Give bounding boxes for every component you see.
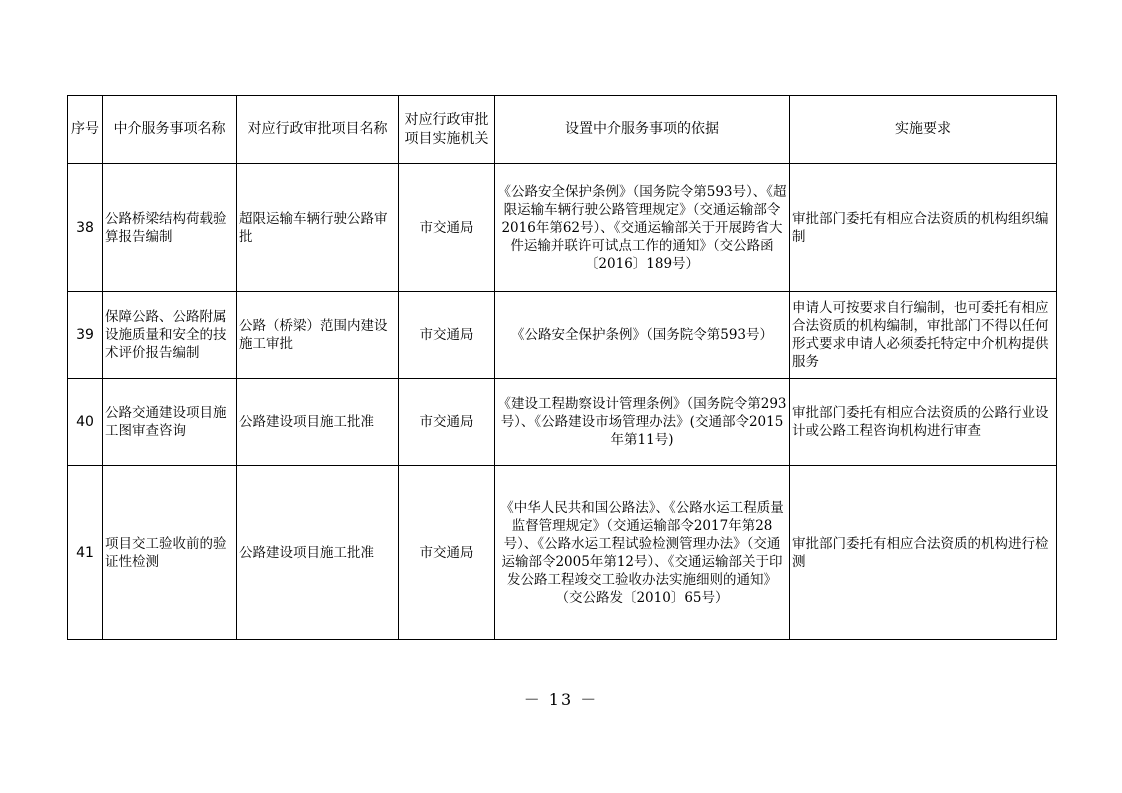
page-number: － 13 － (523, 690, 599, 709)
row-requirement: 审批部门委托有相应合法资质的机构组织编制 (790, 164, 1057, 292)
row-basis: 《建设工程勘察设计管理条例》（国务院令第293号）、《公路建设市场管理办法》(交通部令2015年第11号) (495, 379, 790, 466)
row-basis: 《公路安全保护条例》（国务院令第593号）、《超限运输车辆行驶公路管理规定》（交通运输部令2016年第62号）、《交通运输部关于开展跨省大件运输并联许可试点工作的通知》（交公路函〔2016〕189号） (495, 164, 790, 292)
row-agency: 市交通局 (399, 466, 495, 640)
row-agency: 市交通局 (399, 292, 495, 379)
row-service-name: 公路桥梁结构荷载验算报告编制 (103, 164, 237, 292)
header-basis: 设置中介服务事项的依据 (495, 96, 790, 164)
row-service-name: 项目交工验收前的验证性检测 (103, 466, 237, 640)
row-basis: 《公路安全保护条例》（国务院令第593号） (495, 292, 790, 379)
row-service-name: 保障公路、公路附属设施质量和安全的技术评价报告编制 (103, 292, 237, 379)
row-service-name: 公路交通建设项目施工图审查咨询 (103, 379, 237, 466)
header-seq: 序号 (68, 96, 103, 164)
row-seq: 39 (68, 292, 103, 379)
row-approval-item: 超限运输车辆行驶公路审批 (237, 164, 399, 292)
table-header-row (68, 96, 1057, 164)
table-row (68, 164, 1057, 292)
header-requirement: 实施要求 (790, 96, 1057, 164)
row-agency: 市交通局 (399, 164, 495, 292)
row-approval-item: 公路建设项目施工批准 (237, 466, 399, 640)
row-agency: 市交通局 (399, 379, 495, 466)
table-row (68, 466, 1057, 640)
header-agency: 对应行政审批项目实施机关 (399, 96, 495, 164)
header-service-name: 中介服务事项名称 (103, 96, 237, 164)
row-seq: 38 (68, 164, 103, 292)
intermediary-services-table (67, 95, 1057, 640)
header-approval-item: 对应行政审批项目名称 (237, 96, 399, 164)
row-basis: 《中华人民共和国公路法》、《公路水运工程质量监督管理规定》（交通运输部令2017年第28号）、《公路水运工程试验检测管理办法》（交通运输部令2005年第12号）、《交通运输部关于印发公路工程竣交工验收办法实施细则的通知》（交公路发〔2010〕65号） (495, 466, 790, 640)
row-seq: 41 (68, 466, 103, 640)
row-requirement: 审批部门委托有相应合法资质的机构进行检测 (790, 466, 1057, 640)
row-approval-item: 公路建设项目施工批准 (237, 379, 399, 466)
row-requirement: 审批部门委托有相应合法资质的公路行业设计或公路工程咨询机构进行审查 (790, 379, 1057, 466)
table-row (68, 292, 1057, 379)
table-row (68, 379, 1057, 466)
row-requirement: 申请人可按要求自行编制，也可委托有相应合法资质的机构编制，审批部门不得以任何形式要求申请人必须委托特定中介机构提供服务 (790, 292, 1057, 379)
row-seq: 40 (68, 379, 103, 466)
row-approval-item: 公路（桥梁）范围内建设施工审批 (237, 292, 399, 379)
